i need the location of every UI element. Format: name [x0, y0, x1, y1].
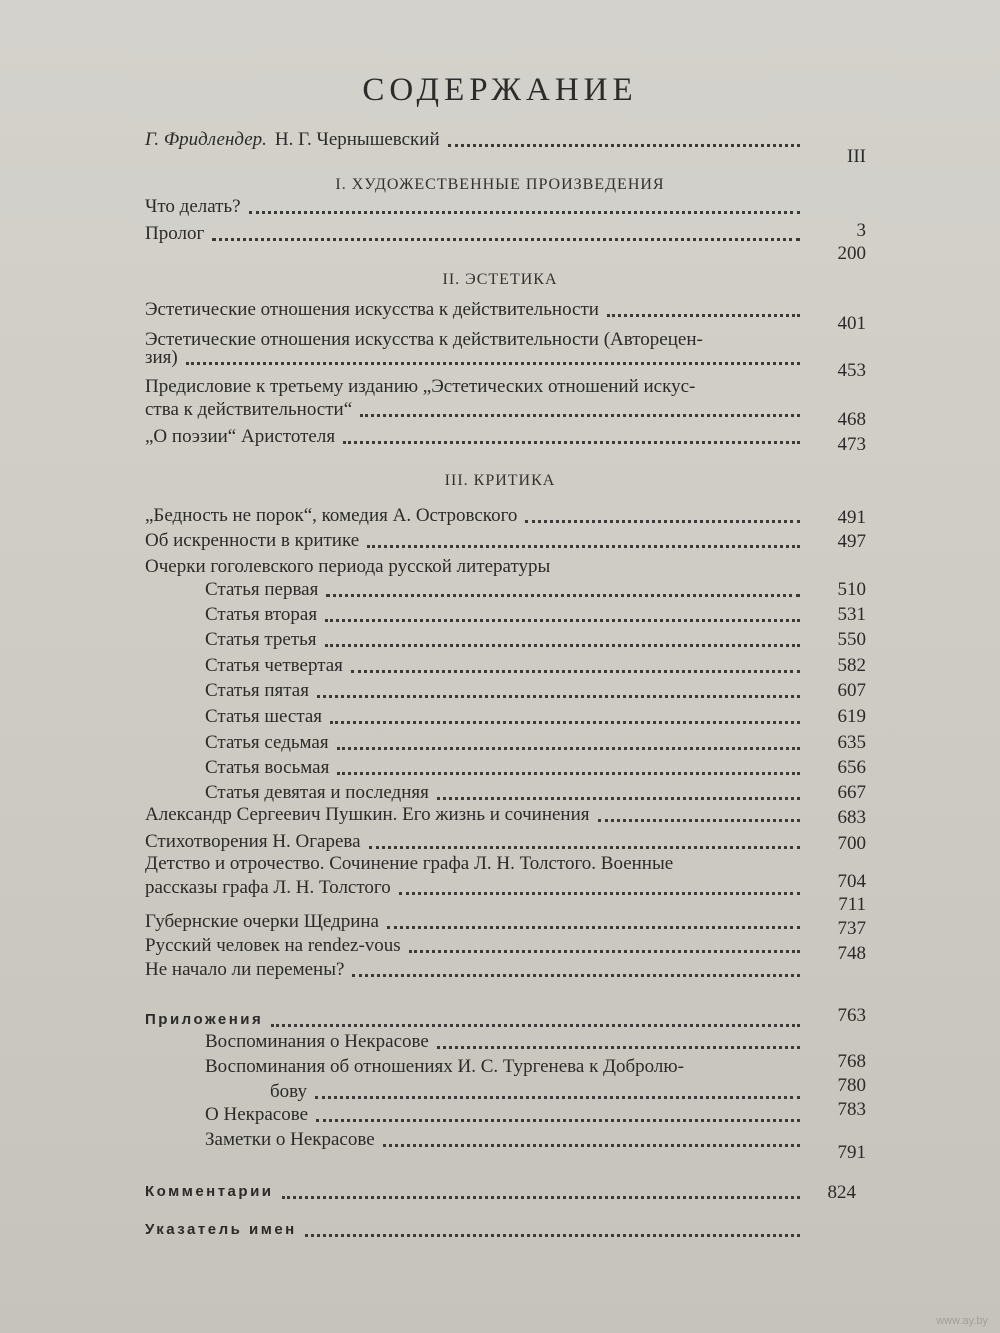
page-number: 763 [837, 1005, 866, 1026]
page-number: 491 [837, 507, 866, 528]
page-number: 531 [837, 604, 866, 625]
toc-entry [145, 398, 810, 422]
page-number: 783 [837, 1099, 866, 1120]
toc-entry [145, 934, 810, 958]
leader-dots [448, 144, 800, 147]
page-number: 497 [837, 531, 866, 552]
toc-entry-intro [145, 128, 810, 152]
leader-dots [607, 314, 800, 317]
toc-subentry [270, 1080, 810, 1104]
entry-title: Статья восьмая [205, 757, 330, 778]
page-number: 768 [837, 1051, 866, 1072]
page-number: 737 [837, 918, 866, 939]
page-number: 683 [837, 807, 866, 828]
entry-title: бову [270, 1081, 307, 1102]
leader-dots [352, 974, 800, 977]
section-heading: III. КРИТИКА [444, 472, 556, 489]
entry-title-line: Эстетические отношения искусства к действительности (Авторецен- [145, 329, 703, 350]
toc-entry [145, 529, 810, 553]
entry-title: Статья седьмая [205, 732, 329, 753]
leader-dots [337, 772, 800, 775]
page-number: 3 [856, 220, 866, 241]
page-number: 200 [837, 243, 866, 264]
toc-entry [145, 346, 810, 370]
leader-dots [525, 520, 800, 523]
page-number: 700 [837, 833, 866, 854]
entry-title: Что делать? [145, 196, 241, 217]
section-heading: I. ХУДОЖЕСТВЕННЫЕ ПРОИЗВЕДЕНИЯ [335, 176, 665, 193]
toc-entry [145, 195, 810, 219]
page-number: III [847, 146, 866, 167]
toc-subentry [205, 731, 810, 755]
entry-title: Статья четвертая [205, 655, 343, 676]
entry-title: Комментарии [145, 1183, 274, 1200]
leader-dots [369, 846, 800, 849]
entry-title-line: Очерки гоголевского периода русской литературы [145, 556, 551, 577]
leader-dots [212, 238, 800, 241]
toc-entry [145, 298, 810, 322]
entry-title: Заметки о Некрасове [205, 1129, 375, 1150]
leader-dots [315, 1096, 800, 1099]
page-number: 401 [837, 313, 866, 334]
entry-title-line: Предисловие к третьему изданию „Эстетических отношений искус- [145, 376, 696, 397]
entry-title: Указатель имен [145, 1221, 297, 1238]
toc-subentry [205, 654, 810, 678]
leader-dots [326, 594, 800, 597]
page-number: 619 [837, 706, 866, 727]
entry-title-line: Детство и отрочество. Сочинение графа Л. Н. Толстого. Военные [145, 853, 674, 874]
leader-dots [367, 545, 800, 548]
entry-title-line: Воспоминания об отношениях И. С. Тургенева к Добролю- [205, 1056, 684, 1077]
entry-title: рассказы графа Л. Н. Толстого [145, 877, 391, 898]
entry-title: Об искренности в критике [145, 530, 360, 551]
page-number: 780 [837, 1075, 866, 1096]
entry-title: Статья шестая [205, 706, 323, 727]
page-number: 473 [837, 434, 866, 455]
entry-title: ства к действительности“ [145, 399, 353, 420]
page-number: 468 [837, 409, 866, 430]
entry-title: Не начало ли перемены? [145, 959, 345, 980]
page-number: 824 [827, 1182, 856, 1203]
intro-author: Г. Фридлендер. [145, 129, 267, 150]
entry-title: зия) [145, 347, 178, 368]
toc-entry-appendix [145, 1008, 810, 1032]
page-number: 667 [837, 782, 866, 803]
toc-subentry [205, 628, 810, 652]
toc-subentry [205, 781, 810, 805]
entry-title: „О поэзии“ Аристотеля [145, 426, 336, 447]
page-number: 510 [837, 579, 866, 600]
toc-subentry [205, 1030, 810, 1054]
page-number: 791 [837, 1142, 866, 1163]
leader-dots [360, 414, 800, 417]
page-number: 748 [837, 943, 866, 964]
leader-dots [409, 950, 800, 953]
toc-entry [145, 222, 810, 246]
entry-title: Русский человек на rendez-vous [145, 935, 401, 956]
entry-title: Александр Сергеевич Пушкин. Его жизнь и сочинения [145, 804, 590, 825]
toc-entry [145, 425, 810, 449]
leader-dots [325, 644, 800, 647]
entry-title: Статья первая [205, 579, 319, 600]
entry-title: О Некрасове [205, 1104, 309, 1125]
leader-dots [351, 670, 800, 673]
leader-dots [399, 892, 800, 895]
toc-entry [145, 803, 810, 827]
leader-dots [186, 362, 800, 365]
page-number: 453 [837, 360, 866, 381]
entry-title: Губернские очерки Щедрина [145, 911, 379, 932]
leader-dots [271, 1024, 800, 1027]
leader-dots [437, 1046, 800, 1049]
leader-dots [383, 1144, 800, 1147]
toc-entry [145, 504, 810, 528]
watermark: www.ay.by [936, 1315, 988, 1327]
entry-title: Эстетические отношения искусства к действительности [145, 299, 599, 320]
section-heading: II. ЭСТЕТИКА [442, 271, 558, 288]
page-number: 607 [837, 680, 866, 701]
toc-subentry [205, 1103, 810, 1127]
toc-entry [145, 830, 810, 854]
entry-title: „Бедность не порок“, комедия А. Островского [145, 505, 518, 526]
entry-title: Приложения [145, 1011, 264, 1028]
leader-dots [343, 441, 800, 444]
toc-entry [145, 1218, 810, 1242]
leader-dots [325, 619, 800, 622]
entry-title: Стихотворения Н. Огарева [145, 831, 361, 852]
entry-title: Статья третья [205, 629, 317, 650]
leader-dots [317, 695, 800, 698]
leader-dots [282, 1196, 800, 1199]
page-number: 550 [837, 629, 866, 650]
toc-subentry [205, 705, 810, 729]
toc-subentry [205, 1128, 810, 1152]
page-number: 656 [837, 757, 866, 778]
entry-title: Статья вторая [205, 604, 318, 625]
toc-subentry [205, 756, 810, 780]
page-number: 582 [837, 655, 866, 676]
toc-entry [145, 910, 810, 934]
entry-title: Воспоминания о Некрасове [205, 1031, 429, 1052]
entry-title: Статья девятая и последняя [205, 782, 429, 803]
page-number: 635 [837, 732, 866, 753]
leader-dots [316, 1119, 800, 1122]
leader-dots [305, 1234, 800, 1237]
leader-dots [387, 926, 800, 929]
entry-title: Пролог [145, 223, 205, 244]
page-number: 711 [838, 894, 866, 915]
toc-entry [145, 1180, 810, 1204]
entry-title: Статья пятая [205, 680, 309, 701]
leader-dots [437, 797, 800, 800]
toc-subentry [205, 679, 810, 703]
leader-dots [330, 721, 800, 724]
toc-entry [145, 876, 810, 900]
toc-heading: СОДЕРЖАНИЕ [362, 72, 638, 108]
leader-dots [249, 211, 800, 214]
toc-entry [145, 958, 810, 982]
leader-dots [598, 819, 800, 822]
leader-dots [337, 747, 800, 750]
page-number: 704 [837, 871, 866, 892]
intro-title: Н. Г. Чернышевский [274, 129, 440, 150]
toc-subentry [205, 578, 810, 602]
toc-subentry [205, 603, 810, 627]
